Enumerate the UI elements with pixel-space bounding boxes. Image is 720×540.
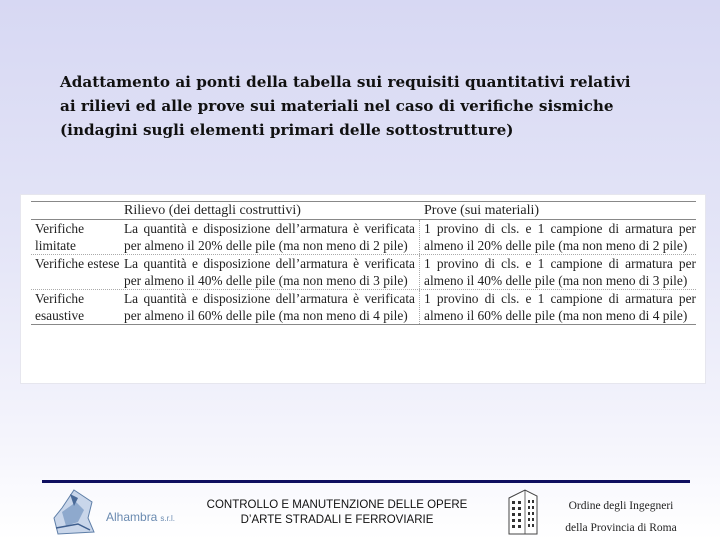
ordine-line: della Provincia di Roma [565, 522, 677, 534]
footer-center-line: CONTROLLO E MANUTENZIONE DELLE OPERE [206, 499, 468, 511]
footer-rule [42, 480, 690, 483]
row-rilievo: La quantità e disposizione dell’armatura è verificata per almeno il 20% delle pile (ma non meno di 2 pile) [124, 220, 420, 254]
ordine-line: Ordine degli Ingegneri [568, 500, 674, 512]
title-line: ai rilievi ed alle prove sui materiali nel caso di verifiche sismiche [60, 97, 614, 115]
logo-suffix: s.r.l. [160, 514, 176, 523]
alhambra-logo [48, 488, 188, 536]
table-row [31, 220, 696, 255]
building-icon [505, 486, 541, 540]
table-row [31, 255, 696, 290]
slide-title [60, 70, 640, 142]
row-label: Verifiche esaustive [35, 291, 85, 323]
row-rilievo: La quantità e disposizione dell’armatura è verificata per almeno il 40% delle pile (ma non meno di 3 pile) [124, 255, 420, 289]
header-prove: Prove (sui materiali) [424, 203, 540, 218]
ordine-ingegneri-label [548, 495, 694, 539]
requirements-table [31, 201, 696, 325]
row-rilievo: La quantità e disposizione dell’armatura è verificata per almeno il 60% delle pile (ma non meno di 4 pile) [124, 290, 420, 324]
alhambra-logo-text [106, 510, 175, 524]
table-header [31, 201, 696, 220]
row-prove: 1 provino di cls. e 1 campione di armatura per almeno il 20% delle pile (ma non meno di 2 pile) [424, 221, 696, 253]
title-line: Adattamento ai ponti della tabella sui requisiti quantitativi relativi [60, 73, 631, 91]
requirements-table-image [20, 194, 706, 384]
row-prove: 1 provino di cls. e 1 campione di armatura per almeno il 40% delle pile (ma non meno di 3 pile) [424, 256, 696, 288]
footer-course-title [192, 498, 482, 528]
alhambra-logo-icon [48, 488, 100, 536]
title-line: (indagini sugli elementi primari delle sottostrutture) [60, 121, 514, 139]
table-row [31, 290, 696, 325]
row-prove: 1 provino di cls. e 1 campione di armatura per almeno il 60% delle pile (ma non meno di 4 pile) [424, 291, 696, 323]
row-label: Verifiche limitate [35, 221, 85, 253]
footer-center-line: D’ARTE STRADALI E FERROVIARIE [240, 514, 434, 526]
row-label: Verifiche estese [35, 256, 120, 271]
logo-name: Alhambra [106, 510, 158, 524]
header-rilievo: Rilievo (dei dettagli costruttivi) [124, 203, 301, 218]
